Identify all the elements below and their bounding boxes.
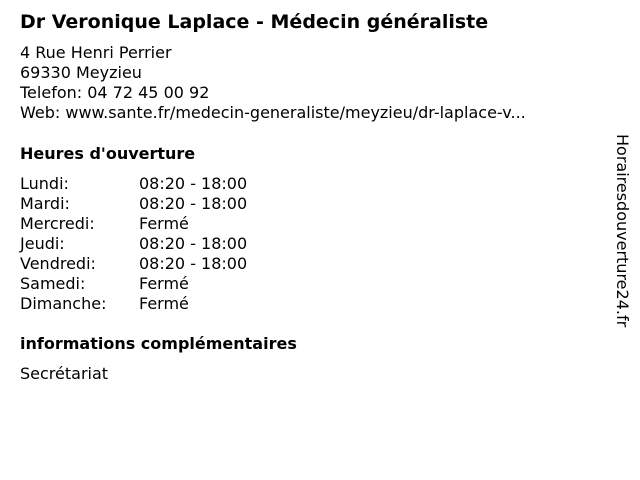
- day-label: Jeudi:: [20, 234, 65, 253]
- hours-row-wednesday: [20, 214, 320, 234]
- day-label: Samedi:: [20, 274, 86, 293]
- day-label: Dimanche:: [20, 294, 107, 313]
- additional-info-heading: informations complémentaires: [20, 334, 297, 353]
- hours-row-saturday: [20, 274, 320, 294]
- hours-value: Fermé: [139, 274, 189, 293]
- website-link[interactable]: Web: www.sante.fr/medecin-generaliste/meyzieu/dr-laplace-v...: [20, 103, 526, 122]
- day-label: Mercredi:: [20, 214, 95, 233]
- day-label: Lundi:: [20, 174, 69, 193]
- hours-row-thursday: [20, 234, 320, 254]
- hours-value: 08:20 - 18:00: [139, 194, 248, 213]
- day-label: Vendredi:: [20, 254, 96, 273]
- watermark-text: Horairesdouverture24.fr: [613, 134, 632, 328]
- street-address: 4 Rue Henri Perrier: [20, 43, 172, 62]
- hours-row-friday: [20, 254, 320, 274]
- hours-value: 08:20 - 18:00: [139, 174, 248, 193]
- site-watermark: [612, 134, 636, 344]
- opening-hours-heading: Heures d'ouverture: [20, 144, 196, 163]
- hours-row-sunday: [20, 294, 320, 314]
- hours-row-monday: [20, 174, 320, 194]
- hours-value: Fermé: [139, 214, 189, 233]
- day-label: Mardi:: [20, 194, 70, 213]
- city-address: 69330 Meyzieu: [20, 63, 142, 82]
- phone-number: Telefon: 04 72 45 00 92: [20, 83, 210, 102]
- page-title: Dr Veronique Laplace - Médecin généraliste: [20, 11, 489, 33]
- hours-value: Fermé: [139, 294, 189, 313]
- address-block: [20, 43, 526, 123]
- additional-info-text: Secrétariat: [20, 364, 109, 383]
- hours-value: 08:20 - 18:00: [139, 234, 248, 253]
- opening-hours-table: [20, 174, 320, 314]
- hours-row-tuesday: [20, 194, 320, 214]
- hours-value: 08:20 - 18:00: [139, 254, 248, 273]
